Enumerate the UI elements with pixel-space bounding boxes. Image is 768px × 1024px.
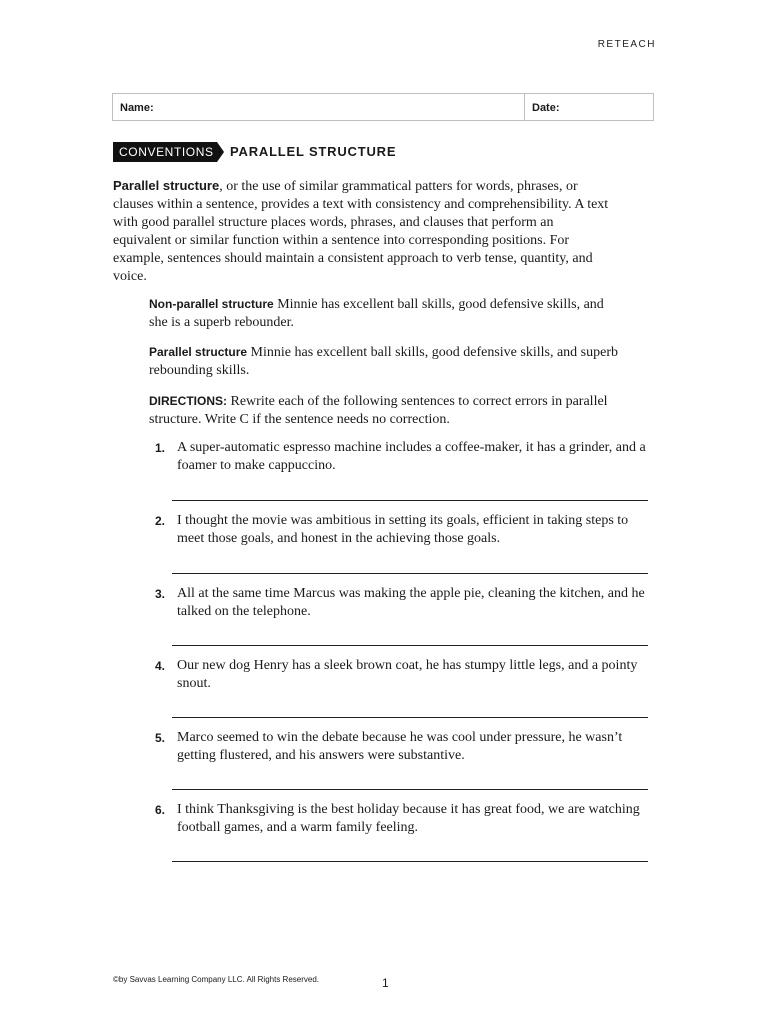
item-number: 1. bbox=[155, 441, 166, 455]
answer-line-6[interactable] bbox=[172, 861, 648, 862]
directions-text: Rewrite each of the following sentences to correct errors in parallel structure. Write C if the sentence needs no correction. bbox=[149, 394, 608, 427]
conventions-tab: CONVENTIONS bbox=[113, 142, 217, 162]
answer-line-5[interactable] bbox=[172, 789, 648, 790]
intro-paragraph bbox=[113, 177, 613, 286]
item-text: I thought the movie was ambitious in setting its goals, efficient in taking steps to meet those goals, and honest in the achieving those goals. bbox=[177, 513, 629, 546]
item-text: A super-automatic espresso machine includes a coffee-maker, it has a grinder, and a foamer to make cappuccino. bbox=[177, 440, 646, 473]
example-nonparallel bbox=[149, 295, 619, 332]
item-number: 5. bbox=[155, 731, 166, 745]
item-text: Marco seemed to win the debate because he was cool under pressure, he wasn’t getting flustered, and his answers were substantive. bbox=[177, 730, 623, 763]
name-date-divider bbox=[524, 94, 525, 120]
intro-body: , or the use of similar grammatical patters for words, phrases, or clauses within a sentence, provides a text with consistency and comprehensibility. A text with good parallel structure places words, phrases, and clauses that perform an equivalent or similar function within a sentence into corresponding positions. For example, sentences should maintain a consistent approach to verb tense, quantity, and voice. bbox=[113, 179, 609, 284]
item-text: I think Thanksgiving is the best holiday because it has great food, we are watching football games, and a warm family feeling. bbox=[177, 802, 640, 835]
directions-label: DIRECTIONS: bbox=[149, 394, 227, 408]
tab-arrow-icon bbox=[217, 142, 224, 162]
item-number: 2. bbox=[155, 514, 166, 528]
nonparallel-label: Non-parallel structure bbox=[149, 297, 274, 311]
copyright-notice: ©by Savvas Learning Company LLC. All Rights Reserved. bbox=[113, 975, 319, 984]
item-text: All at the same time Marcus was making the apple pie, cleaning the kitchen, and he talked on the telephone. bbox=[177, 586, 645, 619]
example-parallel bbox=[149, 343, 619, 380]
page-number: 1 bbox=[382, 976, 389, 990]
name-label: Name: bbox=[120, 102, 154, 114]
section-title: PARALLEL STRUCTURE bbox=[230, 144, 397, 159]
parallel-label: Parallel structure bbox=[149, 345, 248, 359]
intro-term: Parallel structure bbox=[113, 178, 220, 193]
answer-line-3[interactable] bbox=[172, 645, 648, 646]
answer-line-1[interactable] bbox=[172, 500, 648, 501]
nonparallel-text: Minnie has excellent ball skills, good defensive skills, and she is a superb rebounder. bbox=[149, 297, 604, 330]
item-text: Our new dog Henry has a sleek brown coat, he has stumpy little legs, and a pointy snout. bbox=[177, 658, 638, 691]
name-date-box bbox=[112, 93, 654, 121]
item-number: 3. bbox=[155, 587, 166, 601]
directions bbox=[149, 392, 649, 429]
answer-line-4[interactable] bbox=[172, 717, 648, 718]
answer-line-2[interactable] bbox=[172, 573, 648, 574]
reteach-label: RETEACH bbox=[597, 39, 656, 50]
item-number: 6. bbox=[155, 803, 166, 817]
date-label: Date: bbox=[532, 102, 560, 114]
item-number: 4. bbox=[155, 659, 166, 673]
parallel-text: Minnie has excellent ball skills, good defensive skills, and superb rebounding skills. bbox=[149, 345, 618, 378]
